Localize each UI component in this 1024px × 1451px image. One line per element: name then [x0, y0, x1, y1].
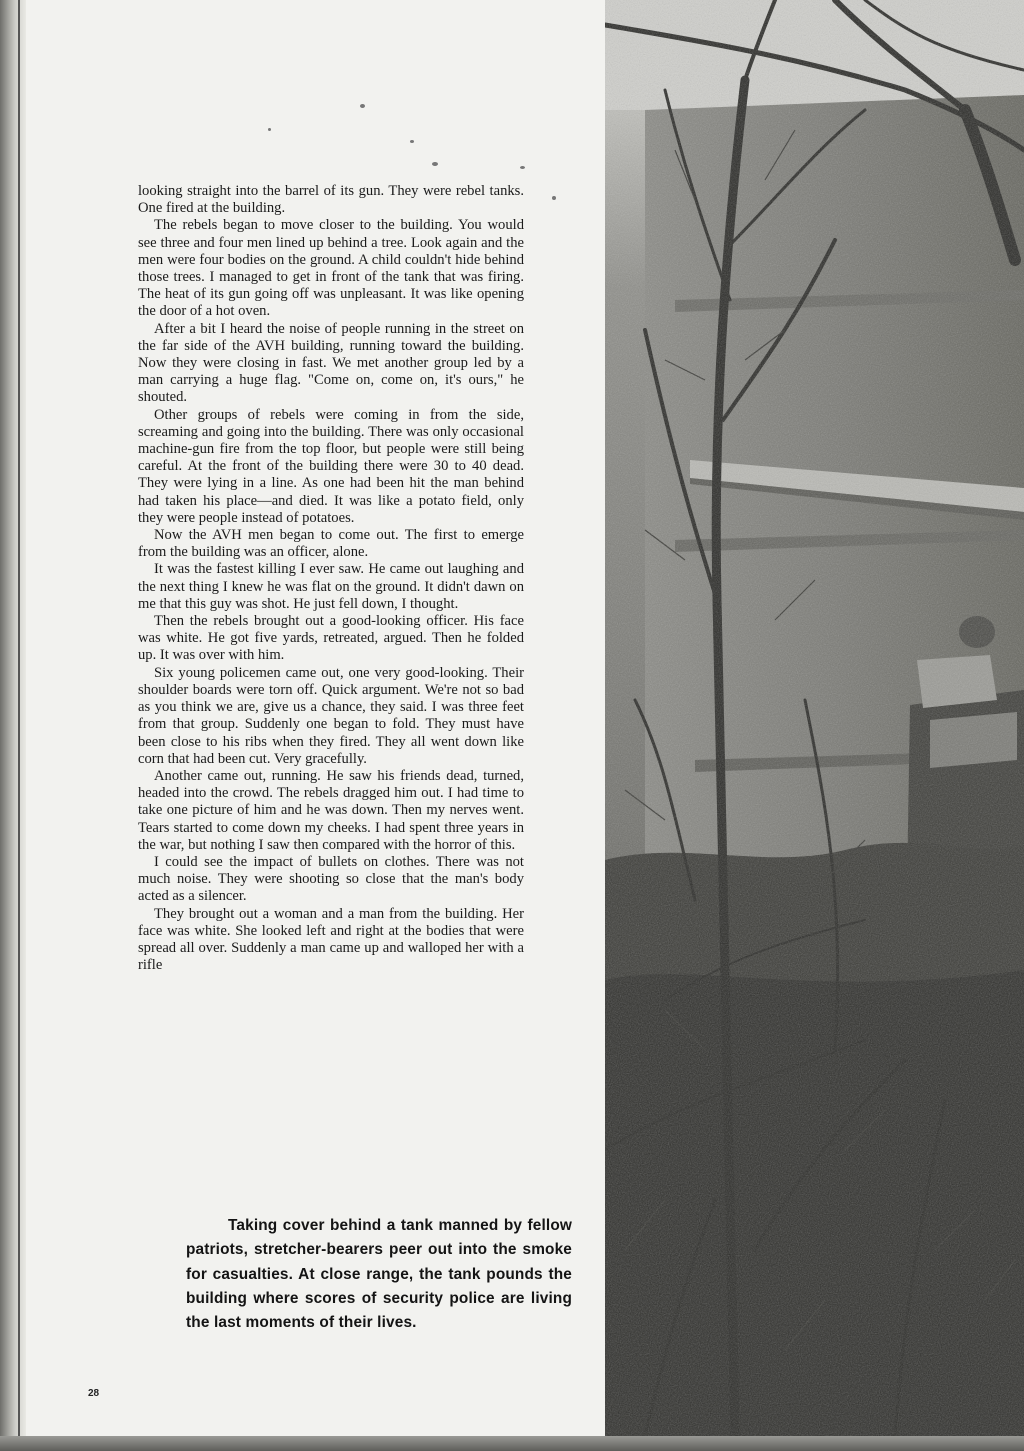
page-bottom-edge [0, 1436, 1024, 1451]
print-speck [360, 104, 365, 108]
article-paragraph: Now the AVH men began to come out. The first to emerge from the building was an officer, alone. [138, 527, 524, 561]
article-paragraph: Other groups of rebels were coming in from the side, screaming and going into the building. There was only occasional machine-gun fire from the top floor, but people were still being careful. At the front of the building there were 30 to 40 dead. They were lying in a line. As one had been hit the man behind had taken his place—and died. It was like a potato field, only they were people instead of potatoes. [138, 406, 524, 526]
article-paragraph: After a bit I heard the noise of people running in the street on the far side of the AVH building, running toward the building. Now they were closing in fast. We met another group led by a man carrying a huge flag. "Come on, come on, it's ours," he shouted. [138, 320, 524, 406]
photograph-tank-and-trees [605, 0, 1024, 1436]
article-paragraph: I could see the impact of bullets on clothes. There was not much noise. They were shooting so close that the man's body acted as a silencer. [138, 853, 524, 905]
print-speck [410, 140, 414, 143]
binding-rule [18, 0, 20, 1451]
article-paragraph: Six young policemen came out, one very good-looking. Their shoulder boards were torn off. Quick argument. We're not so bad as you think we are, give us a chance, they said. I was three feet from that group. Suddenly one began to fold. They must have been close to his ribs when they fired. They all went down like corn that had been cut. Very gracefully. [138, 664, 524, 767]
print-speck [552, 196, 556, 200]
article-paragraph: Another came out, running. He saw his friends dead, turned, headed into the crowd. The rebels dragged him out. I had time to take one picture of him and he was down. Then my nerves went. Tears started to come down my cheeks. I had spent three years in the war, but nothing I saw then compared with the horror of this. [138, 767, 524, 853]
article-paragraph: Then the rebels brought out a good-looking officer. His face was white. He got five yards, retreated, argued. Then he folded up. It was over with him. [138, 613, 524, 664]
article-paragraph: It was the fastest killing I ever saw. He came out laughing and the next thing I knew he was flat on the ground. It didn't dawn on me that this guy was shot. He just fell down, I thought. [138, 561, 524, 612]
article-paragraph: looking straight into the barrel of its gun. They were rebel tanks. One fired at the building. [138, 183, 524, 217]
article-paragraph: They brought out a woman and a man from the building. Her face was white. She looked left and right at the bodies that were spread all over. Suddenly a man came up and walloped her with a rifle [138, 905, 524, 974]
page-number: 28 [88, 1388, 100, 1399]
print-speck [268, 128, 271, 131]
binding-edge [0, 0, 26, 1451]
print-speck [520, 166, 525, 169]
photo-caption: Taking cover behind a tank manned by fellow patriots, stretcher-bearers peer out into the smoke for casualties. At close range, the tank pounds the building where scores of security police are living the last moments of their lives. [186, 1217, 572, 1332]
article-paragraph: The rebels began to move closer to the building. You would see three and four men lined up behind a tree. Look again and the men were four bodies on the ground. A child couldn't hide behind those trees. I managed to get in front of the tank that was firing. The heat of its gun going off was unpleasant. It was like opening the door of a hot oven. [138, 217, 524, 320]
print-speck [432, 162, 438, 166]
article-body [138, 183, 524, 974]
